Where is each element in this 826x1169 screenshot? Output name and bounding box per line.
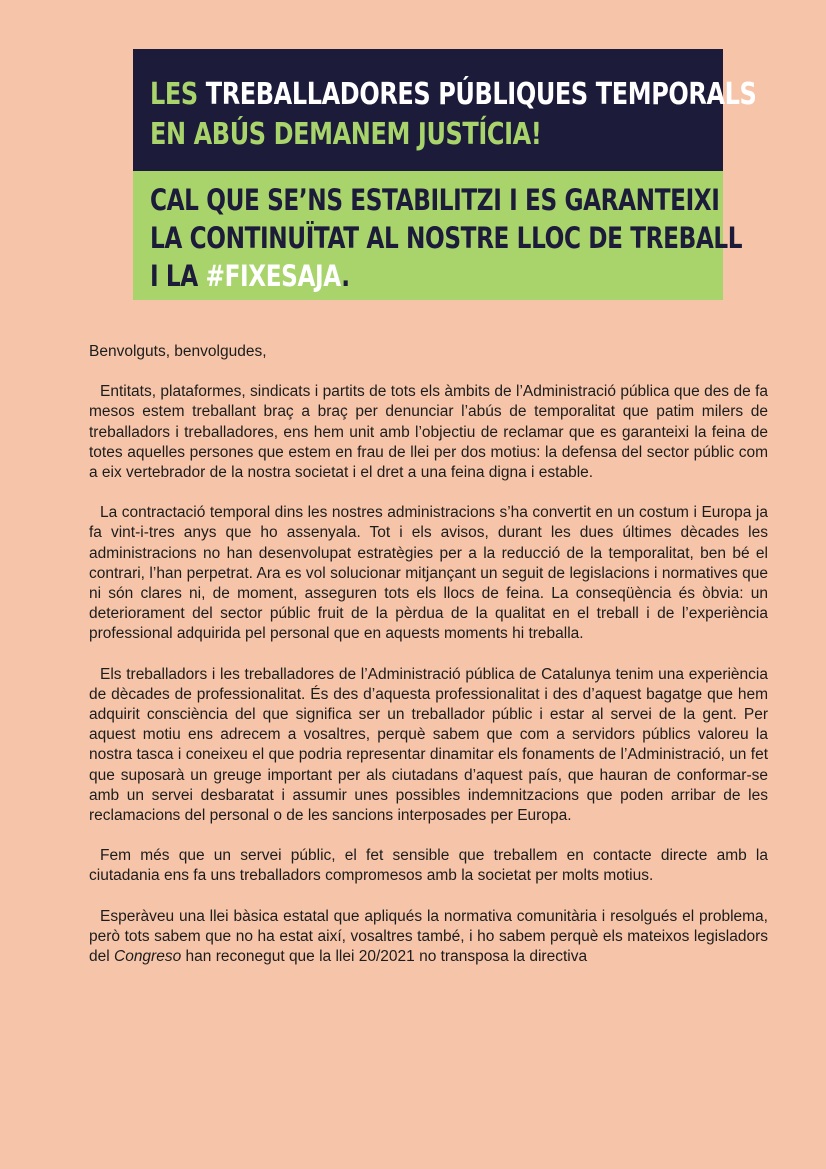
banner-demand-block bbox=[133, 171, 743, 300]
banner-demand-line-1: CAL QUE SE’NS ESTABILITZI I ES GARANTEIXI bbox=[150, 183, 720, 217]
banner-demand-prefix: I LA bbox=[150, 259, 206, 293]
letter-paragraph-3: Els treballadors i les treballadores de l’Administració pública de Catalunya tenim una experiència de dècades de professionalitat. És des d’aquesta professionalitat i des d’aquest bagatge que hem adquirit consciència del que significa ser un treballador públic i estar al servei de la gent. Per aquest motiu ens adrecem a vosaltres, perquè sabem que com a servidors públics valoreu la nostra tasca i coneixeu el que podria representar dinamitar els fonaments de l’Administració, un fet que suposarà un greuge important per als ciutadans d’aquest país, que hauran de conformar-se amb un servei desbaratat i assumir unes possibles indemnitzacions que poden arribar de les reclamacions del personal o de les sancions interposades per Europa. bbox=[89, 665, 768, 825]
banner-headline-line-2: EN ABÚS DEMANEM JUSTÍCIA! bbox=[150, 117, 542, 152]
banner-headline-block bbox=[133, 49, 757, 171]
letter-paragraph-5 bbox=[89, 907, 768, 968]
letter-paragraph-2: La contractació temporal dins les nostres administracions s’ha convertit en un costum i Europa ja fa vint-i-tres anys que ho assenyala. Tot i els avisos, durant les dues últimes dècades les administracions no han desenvolupat estratègies per a la reducció de la temporalitat, ben bé el contrari, l’han perpetrat. Ara es vol solucionar mitjançant un seguit de legislacions i normatives que ni són clares ni, de moment, asseguren tots els llocs de feina. La conseqüència és òbvia: un deteriorament del sector públic fruit de la pèrdua de la qualitat en el treball i de l’experiència professional adquirida pel personal que en aquests moments hi treballa. bbox=[89, 504, 768, 643]
banner-headline-line-1 bbox=[150, 75, 757, 115]
letter-greeting: Benvolguts, benvolgudes, bbox=[89, 343, 267, 360]
congreso-italic: Congreso bbox=[114, 948, 182, 966]
banner-demand-line-3 bbox=[150, 257, 608, 295]
paragraph-5-start: Esperàveu una llei bàsica estatal que apliqués la normativa comunitària i resolgués el problema, però tots sabem que no ha estat així, vosaltres també, i ho sabem perquè els mateixos legisladors del bbox=[89, 907, 768, 966]
letter-body bbox=[89, 342, 768, 967]
letter-paragraph-4: Fem més que un servei públic, el fet sensible que treballem en contacte directe amb la ciutadania ens fa uns treballadors compromesos amb la societat per molts motius. bbox=[89, 847, 768, 885]
hashtag-fixesaja: #FIXESAJA bbox=[205, 259, 342, 293]
campaign-banner bbox=[133, 49, 757, 300]
paragraph-5-end: han reconegut que la llei 20/2021 no transposa la directiva bbox=[181, 948, 588, 966]
letter-paragraph-1: Entitats, plataformes, sindicats i partits de tots els àmbits de l’Administració pública que des de fa mesos estem treballant braç a braç per denunciar l’abús de temporalitat que patim milers de treballadors i treballadores, ens hem unit amb l’objectiu de reclamar que es garanteixi la feina de totes aquelles persones que estem en frau de llei per dos motius: la defensa del sector públic com a eix vertebrador de la nostra societat i el dret a una feina digna i estable. bbox=[89, 383, 768, 482]
banner-demand-line-2: LA CONTINUÏTAT AL NOSTRE LLOC DE TREBALL bbox=[150, 221, 743, 255]
banner-headline-prefix: LES bbox=[150, 77, 198, 112]
banner-demand-suffix: . bbox=[341, 259, 350, 293]
banner-headline-rest: TREBALLADORES PÚBLIQUES TEMPORALS bbox=[197, 77, 757, 112]
